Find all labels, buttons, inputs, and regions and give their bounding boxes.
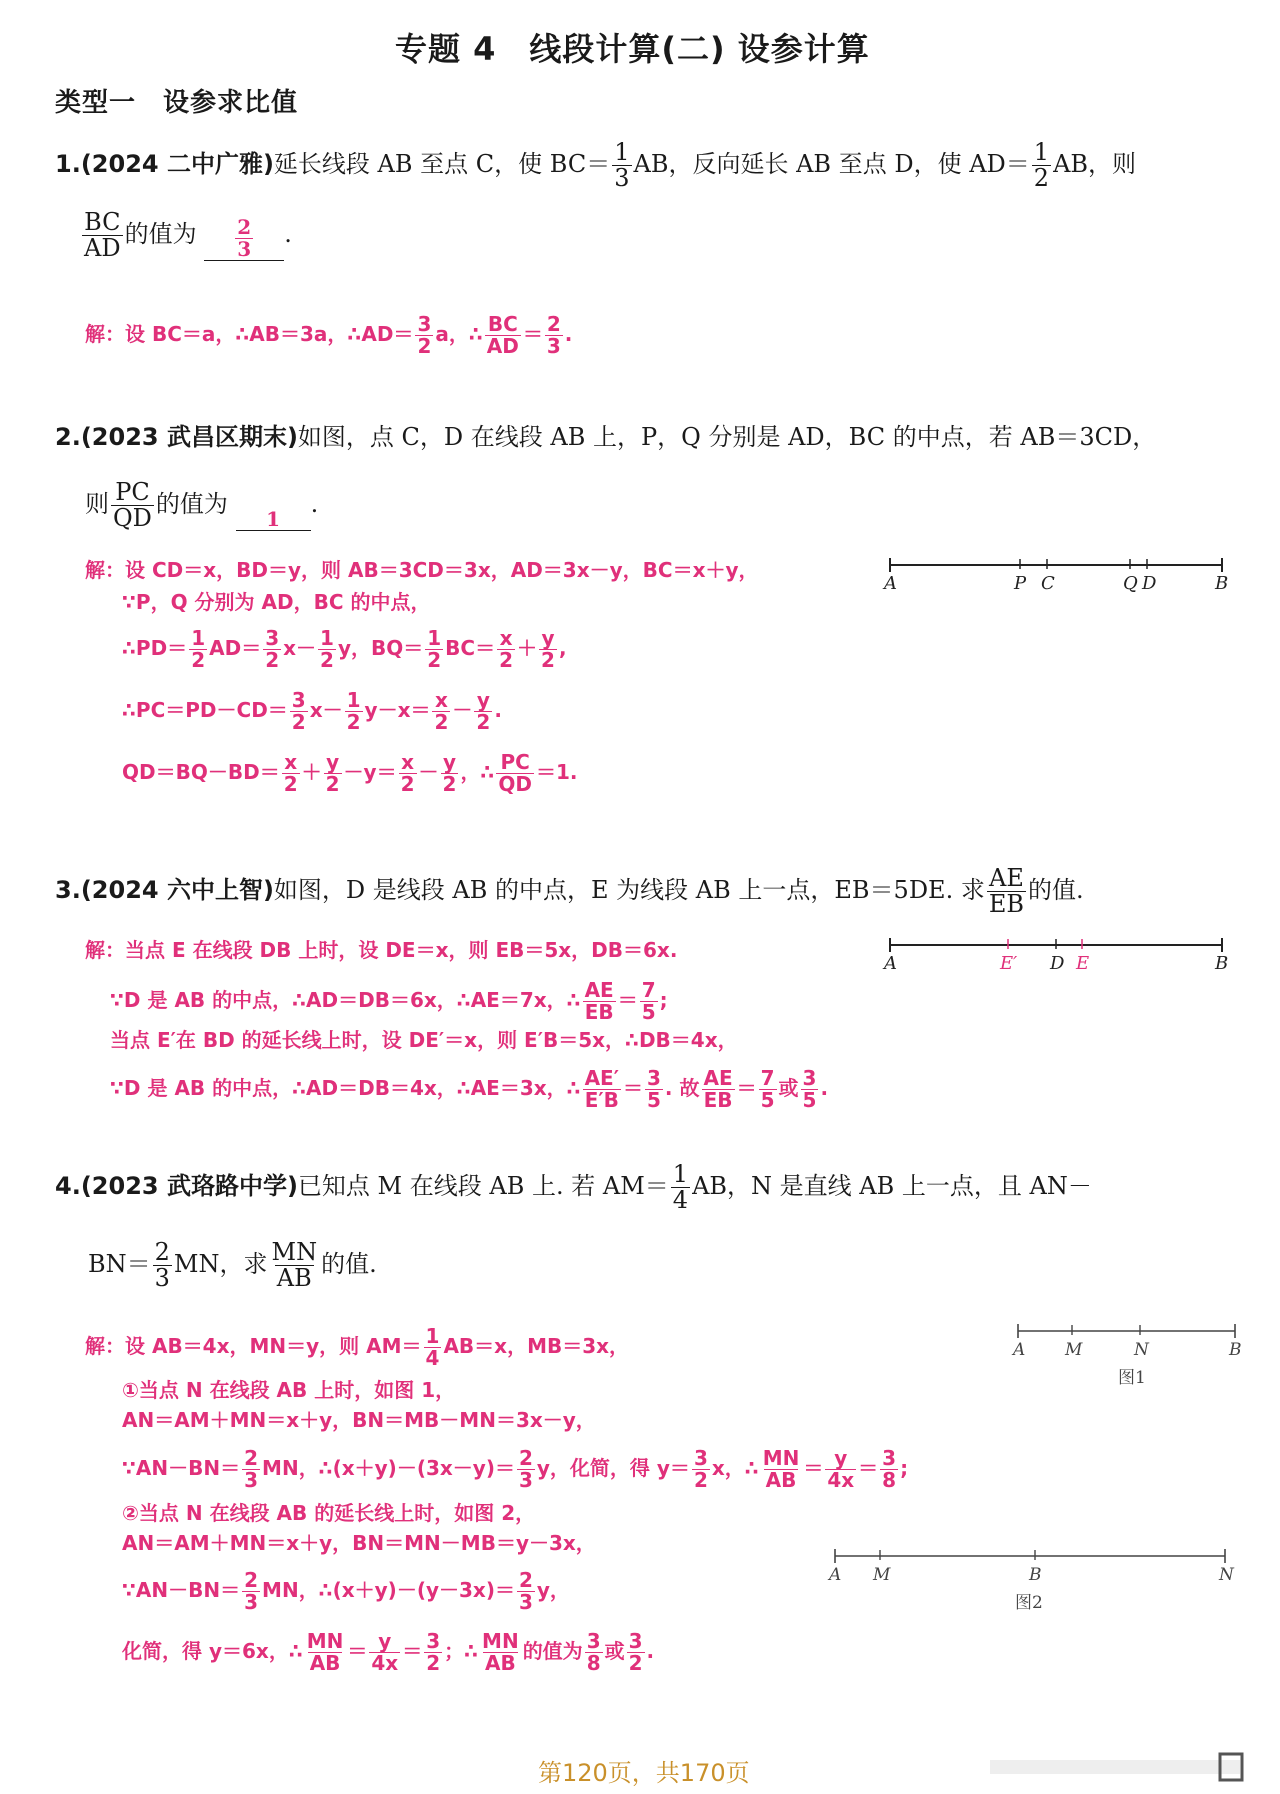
page-indicator: 第120页，共170页 (538, 1759, 750, 1787)
fraction: $\frac{2}{3}$ (244, 1446, 259, 1492)
fraction: $\frac{2}{3}$ (518, 1446, 533, 1492)
q1-line2: $\frac{BC}{AD}$ 的值为 $\frac{2}{3}$ . (84, 208, 292, 263)
fraction: $\frac{PC}{QD}$ (113, 478, 152, 533)
fraction: $\frac{AE}{EB}$ (703, 1066, 733, 1112)
fraction: $\frac{x}{2}$ (400, 750, 415, 796)
fraction: $\frac{AE'}{E'B}$ (584, 1066, 619, 1112)
fraction: $\frac{2}{3}$ (154, 1238, 170, 1293)
point-label: B (1215, 953, 1229, 974)
fraction: $\frac{y}{4x}$ (827, 1446, 855, 1492)
fraction: $\frac{y}{4x}$ (371, 1629, 399, 1675)
q3-line1: 3.(2024 六中上智)如图，D 是线段 AB 的中点，E 为线段 AB 上一点，EB＝5DE. 求 $\frac{AE}{EB}$ 的值. (55, 864, 1084, 919)
fraction: $\frac{1}{2}$ (427, 626, 442, 672)
fraction: $\frac{x}{2}$ (283, 750, 298, 796)
q2-segment-figure (880, 545, 1240, 595)
fraction: $\frac{3}{2}$ (628, 1629, 643, 1675)
fraction: $\frac{1}{4}$ (672, 1160, 689, 1215)
point-label: N (1219, 1565, 1234, 1585)
fraction: $\frac{1}{2}$ (320, 626, 334, 672)
point-label: E (1076, 953, 1090, 974)
q4-line1: 4.(2023 武珞路中学)已知点 M 在线段 AB 上. 若 AM＝ $\frac{1}{4}$ AB，N 是直线 AB 上一点，且 AN－ (55, 1160, 1092, 1215)
fraction: $\frac{x}{2}$ (499, 626, 514, 672)
q3-solution-line3: 当点 E′在 BD 的延长线上时，设 DE′＝x，则 E′B＝5x，∴DB＝4x， (110, 1028, 738, 1052)
q2-solution-line3: ∴PD＝ $\frac{1}{2}$ AD＝ $\frac{3}{2}$ x－ $\frac{1}{2}$ y，BQ＝ $\frac{1}{2}$ BC＝ $\frac{x}{2}$ ＋ $\frac{y}{2}$ , (122, 626, 567, 672)
point-label: D (1050, 953, 1065, 974)
q2-solution-line5: QD＝BQ－BD＝ $\frac{x}{2}$ ＋ $\frac{y}{2}$ －y＝ $\frac{x}{2}$ － $\frac{y}{2}$ ，∴ $\frac{PC}{QD}$ ＝1. (122, 750, 578, 796)
q2-line1: 2.(2023 武昌区期末)如图，点 C，D 在线段 AB 上，P，Q 分别是 AD，BC 的中点，若 AB＝3CD， (55, 423, 1157, 451)
point-label: D (1142, 573, 1157, 594)
fraction: $\frac{7}{5}$ (641, 978, 656, 1024)
point-label: M (1065, 1340, 1083, 1360)
figure-caption: 图2 (1015, 1593, 1043, 1613)
q2-solution-line4: ∴PC＝PD－CD＝ $\frac{3}{2}$ x－ $\frac{1}{2}$ y－x＝ $\frac{x}{2}$ － $\frac{y}{2}$ . (122, 688, 502, 734)
point-label: Q (1123, 573, 1138, 594)
fraction: $\frac{3}{2}$ (265, 626, 280, 672)
fraction: $\frac{BC}{AD}$ (486, 312, 519, 358)
fraction: $\frac{MN}{AB}$ (271, 1238, 318, 1293)
point-label: B (1215, 573, 1229, 594)
q3-solution-line1: 解：当点 E 在线段 DB 上时，设 DE＝x，则 EB＝5x，DB＝6x. (85, 938, 678, 962)
fraction: $\frac{2}{3}$ (244, 1568, 259, 1614)
q2-solution-line2: ∵P，Q 分别为 AD，BC 的中点， (122, 590, 431, 614)
q4-solution-line6: AN＝AM＋MN＝x＋y，BN＝MN－MB＝y－3x， (122, 1531, 596, 1555)
q1-text: AB，反向延长 AB 至点 D，使 AD＝ (633, 150, 1030, 179)
fraction: $\frac{1}{2}$ (191, 626, 206, 672)
q4-solution-line2: ①当点 N 在线段 AB 上时，如图 1， (122, 1378, 456, 1402)
q3-solution-line2: ∵D 是 AB 的中点，∴AD＝DB＝6x，∴AE＝7x，∴ $\frac{AE}{EB}$ ＝ $\frac{7}{5}$ ; (110, 978, 668, 1024)
q2-source: (2023 武昌区期末) (80, 423, 298, 451)
q4-solution-line5: ②当点 N 在线段 AB 的延长线上时，如图 2， (122, 1501, 536, 1525)
q4-figure-1 (1010, 1315, 1250, 1395)
fraction: $\frac{1}{2}$ (346, 688, 361, 734)
fraction: $\frac{MN}{AB}$ (762, 1446, 800, 1492)
q1-solution: 解：设 BC＝a，∴AB＝3a，∴AD＝ $\frac{3}{2}$ a，∴ $\frac{BC}{AD}$ ＝ $\frac{2}{3}$ . (85, 312, 573, 358)
q4-solution-line3: AN＝AM＋MN＝x＋y，BN＝MB－MN＝3x－y， (122, 1408, 596, 1432)
fraction: $\frac{x}{2}$ (434, 688, 449, 734)
fraction: $\frac{AE}{EB}$ (584, 978, 614, 1024)
point-label: M (873, 1565, 891, 1585)
q1-text: 延长线段 AB 至点 C，使 BC＝ (273, 150, 611, 179)
q3-source: (2024 六中上智) (80, 876, 274, 905)
fraction: $\frac{3}{2}$ (426, 1629, 441, 1675)
fraction: $\frac{3}{5}$ (647, 1066, 661, 1112)
page-title: 专题 4 线段计算(二) 设参计算 (395, 30, 870, 68)
fraction: $\frac{y}{2}$ (541, 626, 555, 672)
fraction: $\frac{3}{2}$ (291, 688, 306, 734)
fraction: $\frac{3}{5}$ (802, 1066, 817, 1112)
fraction: $\frac{7}{5}$ (760, 1066, 775, 1112)
scrollbar-track-icon[interactable] (990, 1748, 1260, 1788)
point-label: B (1229, 1340, 1242, 1360)
section-heading: 类型一 设参求比值 (55, 88, 299, 118)
fraction: $\frac{y}{2}$ (476, 688, 491, 734)
fraction: $\frac{1}{3}$ (614, 138, 630, 193)
fraction: $\frac{MN}{AB}$ (482, 1629, 519, 1675)
fraction: $\frac{MN}{AB}$ (306, 1629, 344, 1675)
q4-solution-line8: 化简，得 y＝6x，∴ $\frac{MN}{AB}$ ＝ $\frac{y}{4x}$ ＝ $\frac{3}{2}$ ；∴ $\frac{MN}{AB}$ 的值为 $\frac{3}{8}$ 或 $\frac{3}{2}$ . (122, 1629, 655, 1675)
answer-value: 1 (266, 507, 281, 532)
answer-fraction: $\frac{2}{3}$ (237, 215, 252, 262)
fraction: $\frac{3}{2}$ (417, 312, 432, 358)
q1-text: AB，则 (1053, 150, 1137, 179)
q3-solution-line4: ∵D 是 AB 的中点，∴AD＝DB＝4x，∴AE＝3x，∴ $\frac{AE'}{E'B}$ ＝ $\frac{3}{5}$ . 故 $\frac{AE}{EB}$ ＝ $\frac{7}{5}$ 或 $\frac{3}{5}$ . (110, 1066, 829, 1112)
q1-number: 1. (55, 150, 81, 179)
fraction: $\frac{BC}{AD}$ (84, 208, 121, 263)
q4-number: 4. (55, 1172, 81, 1201)
point-label: P (1014, 573, 1027, 594)
point-label: B (1029, 1565, 1042, 1585)
q4-line2: BN＝ $\frac{2}{3}$ MN，求 $\frac{MN}{AB}$ 的值. (88, 1238, 377, 1293)
q4-solution-line7: ∵AN－BN＝ $\frac{2}{3}$ MN，∴(x＋y)－(y－3x)＝ $\frac{2}{3}$ y， (122, 1568, 570, 1614)
fraction: $\frac{3}{8}$ (586, 1629, 601, 1675)
fraction: $\frac{AE}{EB}$ (988, 864, 1024, 919)
q1-text: 的值为 (124, 220, 197, 249)
q1-line1 (55, 140, 1136, 191)
fraction: $\frac{1}{4}$ (425, 1324, 440, 1370)
fraction: $\frac{2}{3}$ (546, 312, 561, 358)
point-label: A (1013, 1340, 1026, 1360)
point-label: E′ (1000, 953, 1018, 974)
fraction: $\frac{1}{2}$ (1033, 138, 1050, 193)
point-label: A (829, 1565, 842, 1585)
fraction: $\frac{PC}{QD}$ (498, 750, 532, 796)
fraction: $\frac{2}{3}$ (518, 1568, 533, 1614)
q2-number: 2. (55, 423, 81, 451)
q3-segment-figure (880, 925, 1240, 975)
point-label: A (884, 573, 897, 594)
point-label: N (1134, 1340, 1149, 1360)
fraction: $\frac{y}{2}$ (442, 750, 457, 796)
q2-line2: 则 $\frac{PC}{QD}$ 的值为 1. (85, 478, 319, 533)
fraction: $\frac{3}{8}$ (882, 1446, 897, 1492)
figure-caption: 图1 (1118, 1368, 1146, 1388)
q3-number: 3. (55, 876, 81, 905)
point-label: A (884, 953, 897, 974)
fraction: $\frac{y}{2}$ (325, 750, 340, 796)
point-label: C (1041, 573, 1055, 594)
q4-solution-line1: 解：设 AB＝4x，MN＝y，则 AM＝ $\frac{1}{4}$ AB＝x，MB＝3x， (85, 1324, 630, 1370)
q2-solution-line1: 解：设 CD＝x，BD＝y，则 AB＝3CD＝3x，AD＝3x－y，BC＝x＋y， (85, 558, 759, 582)
answer-blank (236, 506, 311, 531)
q4-solution-line4: ∵AN－BN＝ $\frac{2}{3}$ MN，∴(x＋y)－(3x－y)＝ $\frac{2}{3}$ y，化简，得 y＝ $\frac{3}{2}$ x，∴ $\frac{MN}{AB}$ ＝ $\frac{y}{4x}$ ＝ $\frac{3}{8}$ ; (122, 1446, 909, 1492)
q4-figure-2 (825, 1540, 1245, 1620)
answer-blank (204, 217, 284, 261)
fraction: $\frac{3}{2}$ (693, 1446, 708, 1492)
q4-source: (2023 武珞路中学) (80, 1172, 298, 1201)
q1-source: (2024 二中广雅) (80, 150, 274, 179)
